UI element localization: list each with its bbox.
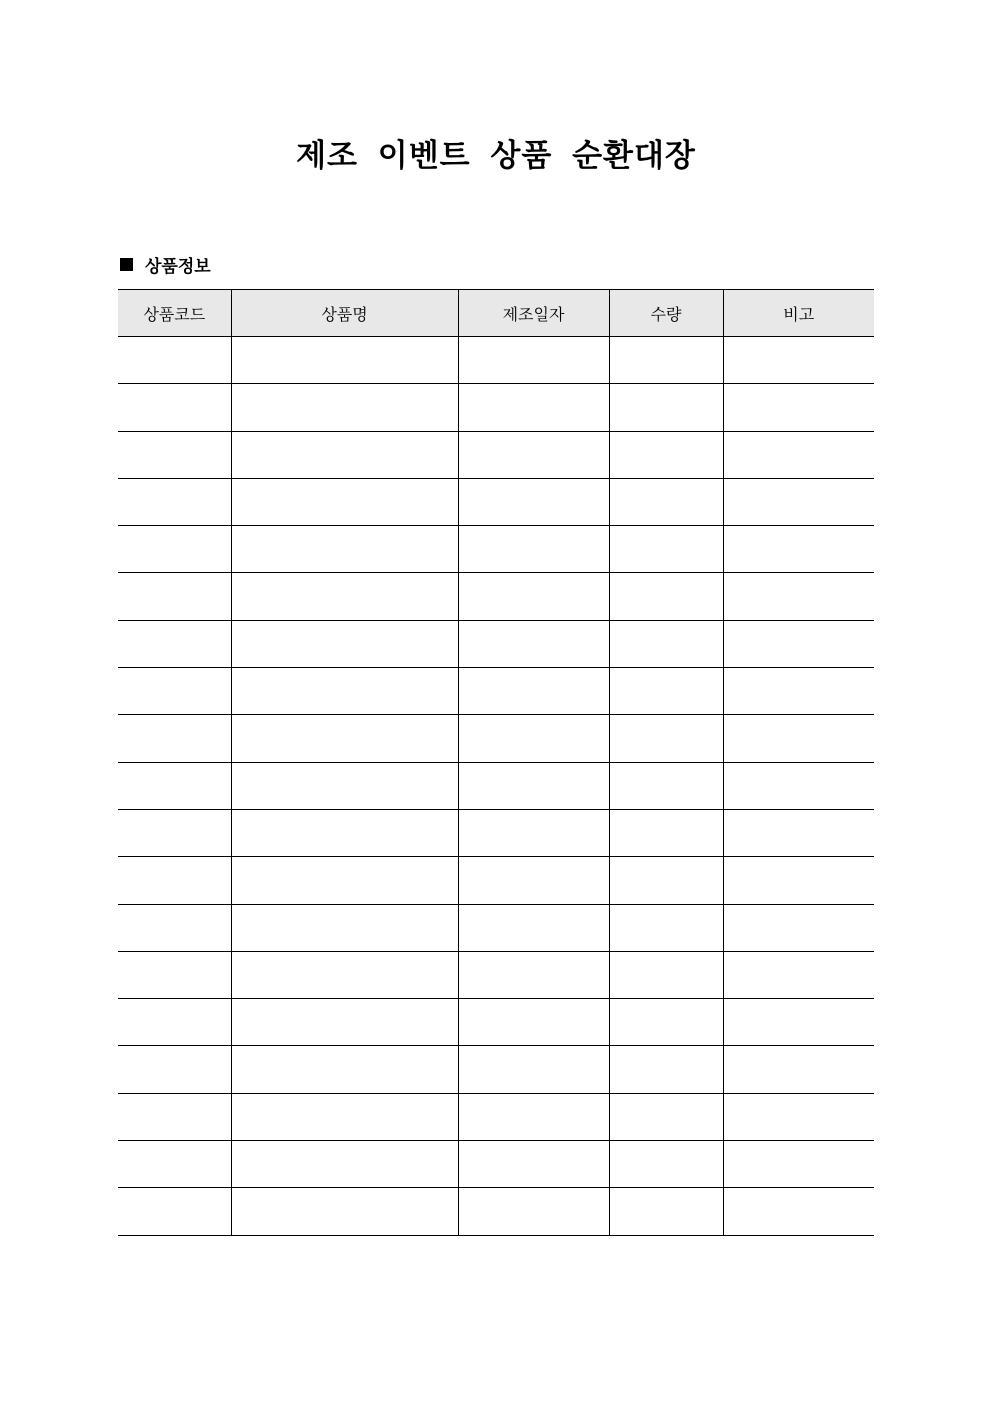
cell-quantity[interactable] [609,999,723,1046]
cell-product-code[interactable] [118,573,231,620]
table-row [118,620,874,667]
cell-product-code[interactable] [118,904,231,951]
cell-manufacture-date[interactable] [458,1188,609,1235]
cell-product-name[interactable] [231,620,458,667]
cell-remarks[interactable] [723,478,874,525]
table-row [118,762,874,809]
cell-remarks[interactable] [723,904,874,951]
cell-product-name[interactable] [231,431,458,478]
cell-product-code[interactable] [118,951,231,998]
cell-manufacture-date[interactable] [458,526,609,573]
cell-product-name[interactable] [231,999,458,1046]
table-row [118,1046,874,1093]
header-remarks: 비고 [723,290,874,337]
table-row [118,526,874,573]
table-row [118,1141,874,1188]
table-body [118,337,874,1236]
table-row [118,431,874,478]
cell-quantity[interactable] [609,668,723,715]
cell-product-name[interactable] [231,951,458,998]
cell-manufacture-date[interactable] [458,809,609,856]
cell-manufacture-date[interactable] [458,715,609,762]
cell-product-name[interactable] [231,526,458,573]
cell-manufacture-date[interactable] [458,857,609,904]
cell-manufacture-date[interactable] [458,1093,609,1140]
cell-product-name[interactable] [231,668,458,715]
cell-remarks[interactable] [723,999,874,1046]
cell-product-code[interactable] [118,478,231,525]
cell-quantity[interactable] [609,620,723,667]
cell-manufacture-date[interactable] [458,620,609,667]
cell-quantity[interactable] [609,573,723,620]
cell-product-name[interactable] [231,1093,458,1140]
cell-product-code[interactable] [118,857,231,904]
table-row [118,715,874,762]
cell-product-name[interactable] [231,573,458,620]
cell-product-name[interactable] [231,809,458,856]
cell-remarks[interactable] [723,384,874,431]
cell-product-name[interactable] [231,715,458,762]
cell-quantity[interactable] [609,857,723,904]
table-row [118,951,874,998]
cell-remarks[interactable] [723,1046,874,1093]
cell-quantity[interactable] [609,1188,723,1235]
cell-product-code[interactable] [118,809,231,856]
cell-manufacture-date[interactable] [458,337,609,384]
cell-manufacture-date[interactable] [458,431,609,478]
cell-remarks[interactable] [723,431,874,478]
cell-quantity[interactable] [609,762,723,809]
header-quantity: 수량 [609,290,723,337]
table-row [118,809,874,856]
cell-manufacture-date[interactable] [458,478,609,525]
cell-quantity[interactable] [609,715,723,762]
cell-product-code[interactable] [118,762,231,809]
cell-product-code[interactable] [118,620,231,667]
cell-quantity[interactable] [609,951,723,998]
cell-manufacture-date[interactable] [458,573,609,620]
cell-quantity[interactable] [609,1046,723,1093]
section-heading-label: 상품정보 [145,256,211,277]
cell-remarks[interactable] [723,762,874,809]
header-manufacture-date: 제조일자 [458,290,609,337]
cell-product-name[interactable] [231,384,458,431]
cell-remarks[interactable] [723,526,874,573]
table-row [118,384,874,431]
black-square-icon [120,258,133,271]
cell-manufacture-date[interactable] [458,904,609,951]
cell-product-code[interactable] [118,1188,231,1235]
cell-quantity[interactable] [609,431,723,478]
cell-product-code[interactable] [118,668,231,715]
cell-remarks[interactable] [723,715,874,762]
cell-manufacture-date[interactable] [458,1046,609,1093]
table-row [118,1188,874,1235]
cell-product-code[interactable] [118,999,231,1046]
cell-remarks[interactable] [723,668,874,715]
cell-product-name[interactable] [231,857,458,904]
cell-remarks[interactable] [723,1141,874,1188]
table-row [118,1093,874,1140]
cell-quantity[interactable] [609,478,723,525]
cell-remarks[interactable] [723,337,874,384]
cell-product-code[interactable] [118,337,231,384]
cell-manufacture-date[interactable] [458,668,609,715]
header-product-code: 상품코드 [118,290,231,337]
cell-product-name[interactable] [231,762,458,809]
cell-product-code[interactable] [118,526,231,573]
cell-quantity[interactable] [609,904,723,951]
cell-remarks[interactable] [723,951,874,998]
cell-product-code[interactable] [118,431,231,478]
table-row [118,573,874,620]
cell-remarks[interactable] [723,857,874,904]
cell-product-code[interactable] [118,1093,231,1140]
cell-manufacture-date[interactable] [458,384,609,431]
cell-manufacture-date[interactable] [458,1141,609,1188]
cell-manufacture-date[interactable] [458,762,609,809]
cell-remarks[interactable] [723,1093,874,1140]
cell-product-code[interactable] [118,1141,231,1188]
cell-remarks[interactable] [723,573,874,620]
table-row [118,478,874,525]
cell-quantity[interactable] [609,384,723,431]
cell-product-name[interactable] [231,337,458,384]
cell-product-name[interactable] [231,478,458,525]
cell-product-code[interactable] [118,1046,231,1093]
cell-quantity[interactable] [609,1093,723,1140]
cell-quantity[interactable] [609,337,723,384]
table-row [118,904,874,951]
cell-quantity[interactable] [609,526,723,573]
table-row [118,668,874,715]
section-heading [118,252,211,276]
table-row [118,857,874,904]
cell-product-name[interactable] [231,1141,458,1188]
cell-remarks[interactable] [723,809,874,856]
cell-product-name[interactable] [231,1046,458,1093]
document-title: 제조 이벤트 상품 순환대장 [296,138,696,174]
cell-quantity[interactable] [609,1141,723,1188]
cell-remarks[interactable] [723,620,874,667]
product-ledger-table [118,289,874,1236]
table-row [118,337,874,384]
table-header-row [118,290,874,337]
cell-product-code[interactable] [118,384,231,431]
cell-manufacture-date[interactable] [458,951,609,998]
cell-product-code[interactable] [118,715,231,762]
table-row [118,999,874,1046]
header-product-name: 상품명 [231,290,458,337]
cell-quantity[interactable] [609,809,723,856]
cell-remarks[interactable] [723,1188,874,1235]
cell-manufacture-date[interactable] [458,999,609,1046]
cell-product-name[interactable] [231,1188,458,1235]
cell-product-name[interactable] [231,904,458,951]
